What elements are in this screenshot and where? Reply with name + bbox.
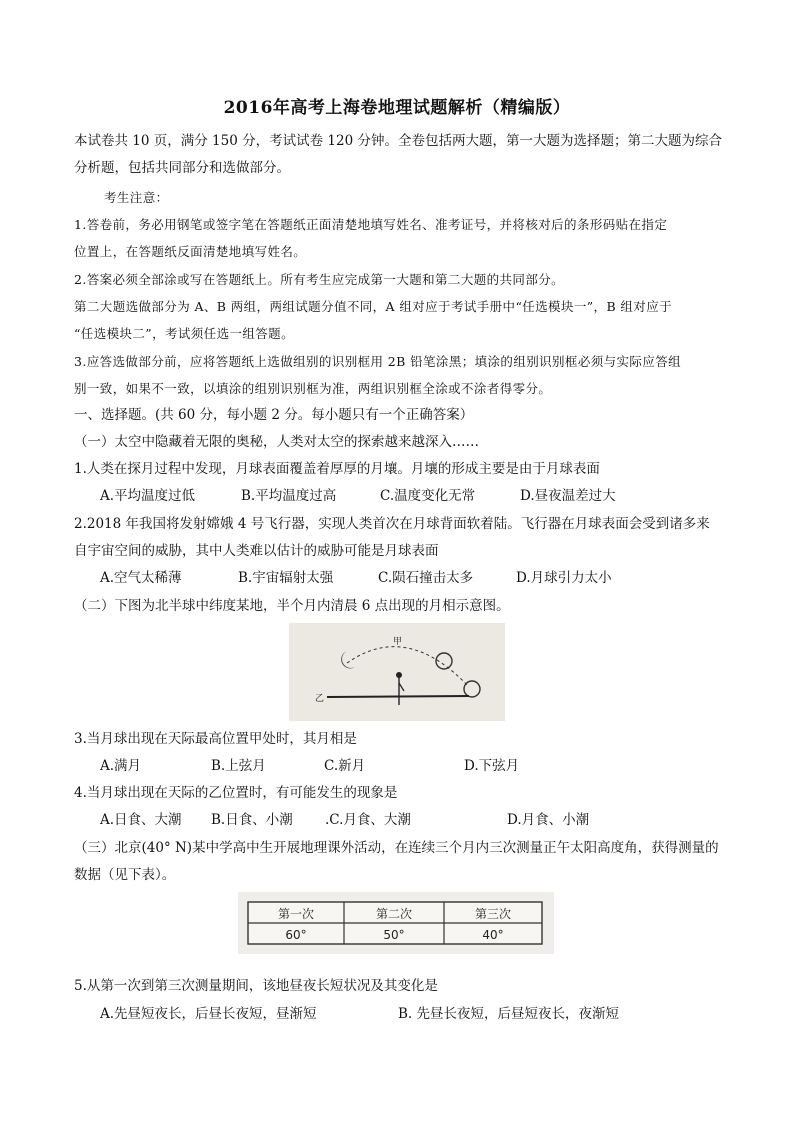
measurement-table [238,892,554,954]
q2-option-d: D.月球引力太小 [516,570,612,586]
q2-stem-1: 2.2018 年我国将发射嫦娥 4 号飞行器，实现人类首次在月球背面软着陆。飞行器在月球表面会受到诸多来 [74,516,710,532]
q1-option-a: A.平均温度过低 [100,488,196,504]
group-3-intro-2: 数据（见下表）。 [74,867,176,883]
q3-stem: 3.当月球出现在天际最高位置甲处时，其月相是 [74,731,357,747]
intro-line-2: 分析题，包括共同部分和选做部分。 [74,160,290,176]
q1-option-b: B.平均温度过高 [241,488,337,504]
intro-line-1: 本试卷共 10 页，满分 150 分，考试试卷 120 分钟。全卷包括两大题，第一大题为选择题；第二大题为综合 [74,133,722,149]
notice-1b: 位置上，在答题纸反面清楚地填写姓名。 [74,244,307,259]
group-1-intro: （一）太空中隐藏着无限的奥秘，人类对太空的探索越来越深入…… [74,434,479,450]
q4-option-c: .C.月食、大潮 [325,812,411,828]
group-2-intro: （二）下图为北半球中纬度某地，半个月内清晨 6 点出现的月相示意图。 [74,598,510,614]
section-1-heading: 一、选择题。(共 60 分，每小题 2 分。每小题只有一个正确答案） [74,407,474,423]
notice-heading: 考生注意： [104,190,169,205]
q1-option-d: D.昼夜温差过大 [520,488,616,504]
q5-option-a: A.先昼短夜长，后昼长夜短，昼渐短 [100,1006,317,1022]
table-header-2: 第二次 [375,907,413,921]
q3-option-d: D.下弦月 [464,758,520,774]
q3-option-a: A.满月 [100,758,142,774]
horizon-line [327,696,469,697]
notice-3a: 3.应答选做部分前，应将答题纸上选做组别的识别框用 2B 铅笔涂黑；填涂的组别识别框必须与实际应答组 [74,354,682,369]
notice-2b: 第二大题选做部分为 A、B 两组，两组试题分值不同，A 组对应于考试手册中“任选模块一”，B 组对应于 [74,299,673,314]
q3-option-c: C.新月 [324,758,366,774]
table-header-3: 第三次 [474,907,512,921]
table-value-1: 60° [285,928,307,942]
q1-stem: 1.人类在探月过程中发现，月球表面覆盖着厚厚的月壤。月壤的形成主要是由于月球表面 [74,461,600,477]
q1-option-c: C.温度变化无常 [380,488,476,504]
page-title: 2016年高考上海卷地理试题解析（精编版） [223,98,571,118]
moon-phase-diagram [289,623,505,721]
q5-option-b: B. 先昼长夜短，后昼短夜长，夜渐短 [398,1006,620,1022]
measurement-table-figure [238,892,554,954]
q2-option-b: B.宇宙辐射太强 [238,570,334,586]
table-value-3: 40° [482,928,504,942]
notice-3b: 别一致，如果不一致，以填涂的组别识别框为准，两组识别框全涂或不涂者得零分。 [74,381,552,396]
moon-phase-figure [289,623,505,721]
q4-option-b: B.日食、小潮 [211,812,293,828]
notice-1a: 1.答卷前，务必用钢笔或签字笔在答题纸正面清楚地填写姓名、准考证号，并将核对后的条形码贴在指定 [74,217,668,232]
table-value-2: 50° [383,928,405,942]
q2-stem-2: 自宇宙空间的威胁，其中人类难以估计的威胁可能是月球表面 [74,543,439,559]
q4-option-d: D.月食、小潮 [507,812,590,828]
q5-stem: 5.从第一次到第三次测量期间，该地昼夜长短状况及其变化是 [74,978,438,994]
q3-option-b: B.上弦月 [211,758,266,774]
label-yi: 乙 [315,694,325,704]
label-jia: 甲 [393,637,403,647]
group-3-intro-1: （三）北京(40° N)某中学高中生开展地理课外活动，在连续三个月内三次测量正午太阳高度角，获得测量的 [74,840,719,856]
q2-option-a: A.空气太稀薄 [100,570,182,586]
notice-2: 2.答案必须全部涂或写在答题纸上。所有考生应完成第一大题和第二大题的共同部分。 [74,272,565,287]
q2-option-c: C.陨石撞击太多 [378,570,474,586]
observer-icon [396,672,402,678]
table-header-1: 第一次 [277,907,315,921]
q4-stem: 4.当月球出现在天际的乙位置时，有可能发生的现象是 [74,785,398,801]
notice-2c: “任选模块二”，考试须任选一组答题。 [74,326,294,341]
q4-option-a: A.日食、大潮 [100,812,182,828]
